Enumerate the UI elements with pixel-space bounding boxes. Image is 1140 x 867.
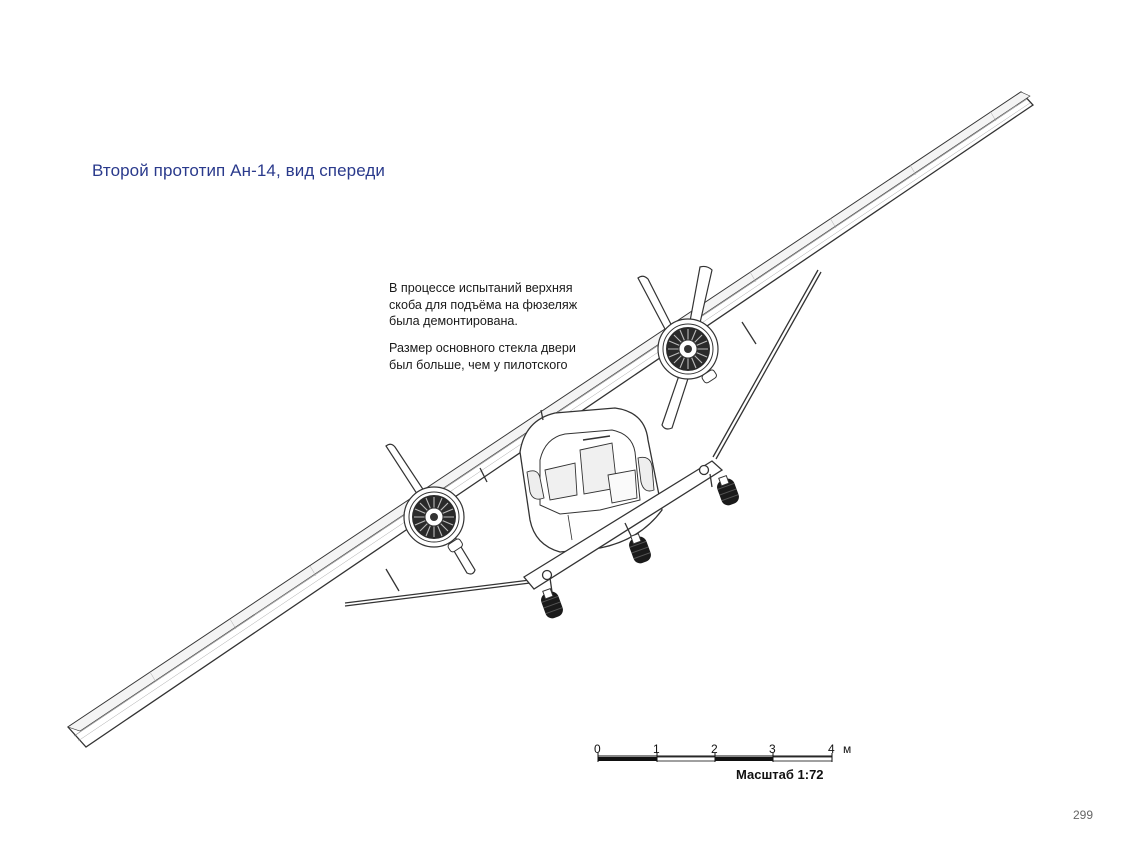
scale-unit: м [843,742,852,756]
note-door-glass [389,340,576,373]
engine-left [404,487,464,547]
main-wheel-right [714,474,741,507]
scale-tick-0: 0 [594,742,601,756]
scale-tick-2: 2 [711,742,718,756]
note-line: был больше, чем у пилотского [389,357,568,372]
fuselage [520,408,662,552]
engine-right [658,319,718,379]
scale-label: Масштаб 1:72 [736,767,824,782]
note-line: была демонтирована. [389,314,518,328]
note-bracket-removed [389,280,577,330]
page-number: 299 [1073,808,1094,822]
scale-tick-4: 4 [828,742,835,756]
note-line: Размер основного стекла двери [389,341,576,355]
note-line: скоба для подъёма на фюзеляж [389,297,578,312]
page-title: Второй прототип Ан-14, вид спереди [92,161,386,180]
scale-tick-3: 3 [769,742,776,756]
note-line: В процессе испытаний верхняя [389,281,573,295]
main-wheel-left [538,587,565,620]
scale-tick-1: 1 [653,742,660,756]
